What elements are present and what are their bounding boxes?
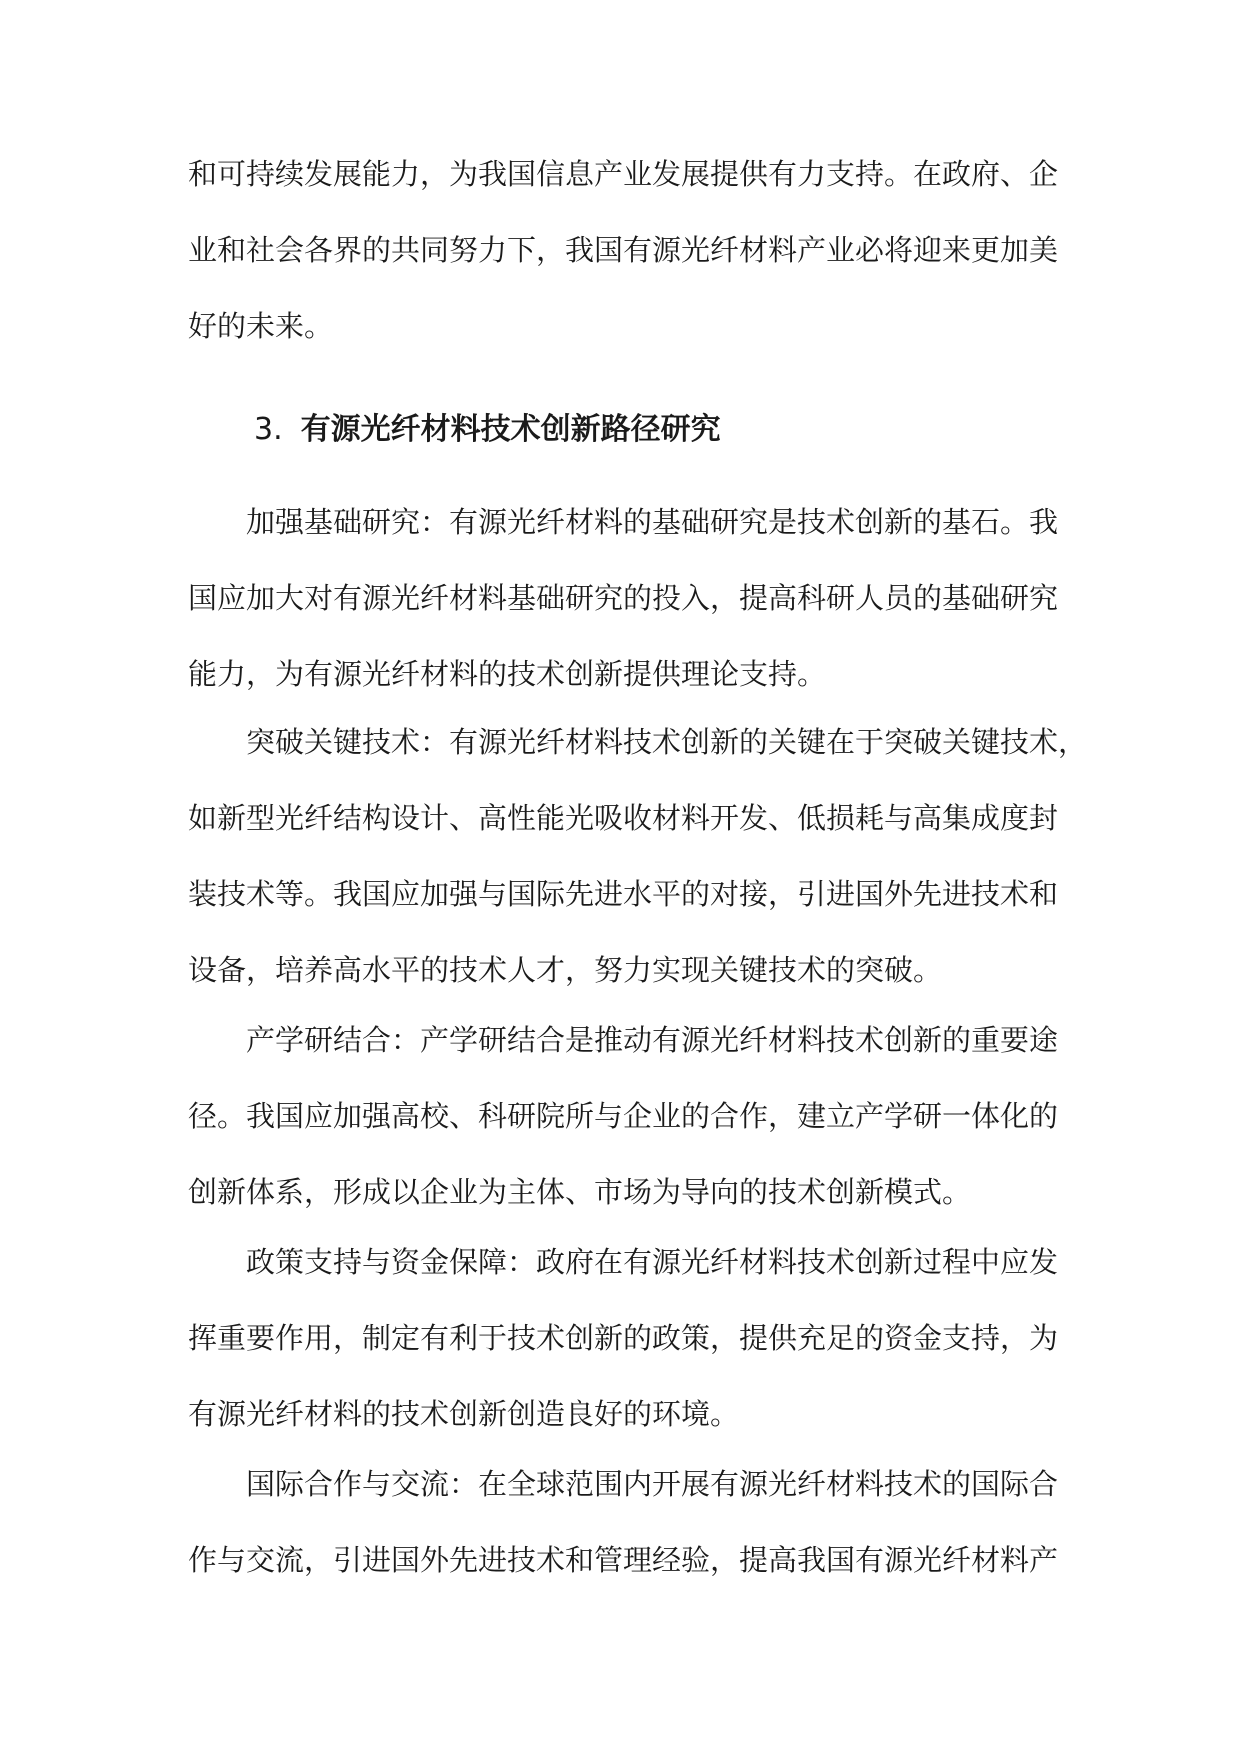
text-line: 创新体系，形成以企业为主体、市场为导向的技术创新模式。: [188, 1175, 972, 1209]
text-line: 产学研结合：产学研结合是推动有源光纤材料技术创新的重要途: [246, 1023, 1059, 1057]
paragraph-basic-research: [188, 484, 1058, 712]
text-line: 突破关键技术：有源光纤材料技术创新的关键在于突破关键技术，: [246, 725, 1088, 759]
text-line: 设备，培养高水平的技术人才，努力实现关键技术的突破。: [188, 953, 943, 987]
text-line: 能力，为有源光纤材料的技术创新提供理论支持。: [188, 657, 827, 691]
intro-paragraph: [188, 136, 1058, 364]
text-line: 径。我国应加强高校、科研院所与企业的合作，建立产学研一体化的: [188, 1099, 1059, 1133]
text-line: 国际合作与交流：在全球范围内开展有源光纤材料技术的国际合: [246, 1467, 1059, 1501]
text-line: 作与交流，引进国外先进技术和管理经验，提高我国有源光纤材料产: [188, 1543, 1059, 1577]
text-line: 如新型光纤结构设计、高性能光吸收材料开发、低损耗与高集成度封: [188, 801, 1059, 835]
text-line: 和可持续发展能力，为我国信息产业发展提供有力支持。在政府、企: [188, 157, 1059, 191]
text-line: 装技术等。我国应加强与国际先进水平的对接，引进国外先进技术和: [188, 877, 1059, 911]
paragraph-key-technology: [188, 704, 1088, 1008]
paragraph-international-cooperation: [188, 1446, 1058, 1598]
text-line: 挥重要作用，制定有利于技术创新的政策，提供充足的资金支持，为: [188, 1321, 1059, 1355]
text-line: 加强基础研究：有源光纤材料的基础研究是技术创新的基石。我: [246, 505, 1059, 539]
section-number: 3.: [254, 412, 283, 447]
paragraph-policy-funding: [188, 1224, 1058, 1452]
text-line: 政策支持与资金保障：政府在有源光纤材料技术创新过程中应发: [246, 1245, 1059, 1279]
section-title: 有源光纤材料技术创新路径研究: [300, 412, 721, 447]
section-heading: [254, 404, 721, 448]
text-line: 好的未来。: [188, 309, 334, 343]
text-line: 业和社会各界的共同努力下，我国有源光纤材料产业必将迎来更加美: [188, 233, 1059, 267]
text-line: 有源光纤材料的技术创新创造良好的环境。: [188, 1397, 740, 1431]
text-line: 国应加大对有源光纤材料基础研究的投入，提高科研人员的基础研究: [188, 581, 1059, 615]
paragraph-industry-academia: [188, 1002, 1058, 1230]
